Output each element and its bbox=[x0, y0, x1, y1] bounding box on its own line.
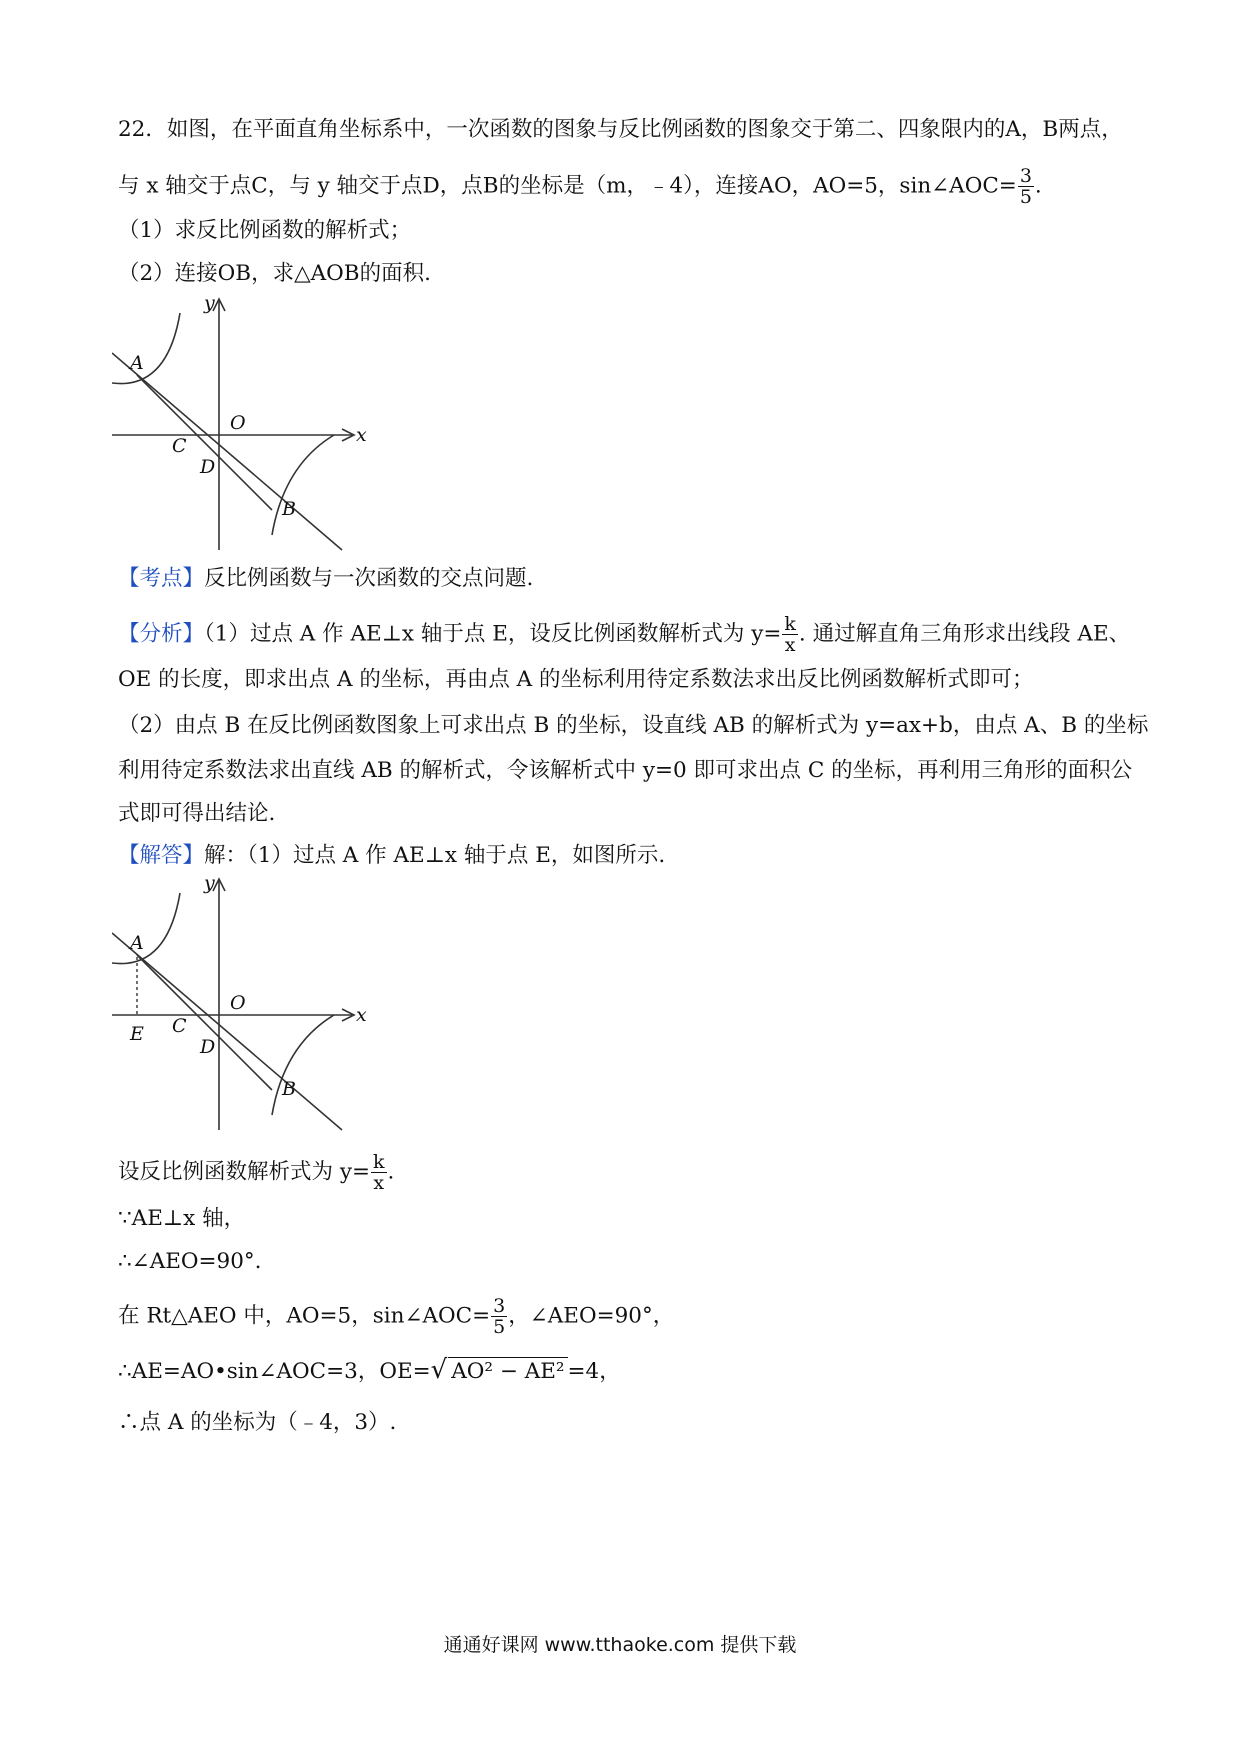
sqrt-radicand: AO² − AE² bbox=[448, 1357, 567, 1386]
line-ab bbox=[112, 933, 342, 1130]
kaodian-text: 反比例函数与一次函数的交点问题. bbox=[204, 566, 534, 591]
hyperbola-branch-upper-left bbox=[112, 893, 180, 964]
fraction-3-5: $\frac{3}{5}$ bbox=[1019, 165, 1032, 208]
problem-stem-2a: 与 x 轴交于点C，与 y 轴交于点D，点B的坐标是（m，﹣4），连接AO，AO=5，sin∠AOC= bbox=[118, 173, 1017, 199]
label-x: x bbox=[356, 1004, 367, 1026]
problem-stem-1: 如图，在平面直角坐标系中，一次函数的图象与反比例函数的图象交于第二、四象限内的A，B两点， bbox=[166, 117, 1123, 142]
label-d: D bbox=[200, 456, 216, 478]
jieda-tag: 【解答】 bbox=[118, 843, 205, 868]
fraction-k-over-x: $\frac{k}{x}$ bbox=[373, 1151, 385, 1194]
solution-step-3: ∴∠AEO=90°. bbox=[118, 1249, 262, 1274]
fenxi-line-3: （2）由点 B 在反比例函数图象上可求出点 B 的坐标，设直线 AB 的解析式为 y=ax+b，由点 A、B 的坐标 bbox=[118, 713, 1149, 738]
fenxi-line-4: 利用待定系数法求出直线 AB 的解析式，令该解析式中 y=0 即可求出点 C 的坐标，再利用三角形的面积公 bbox=[118, 758, 1133, 783]
fenxi-line-1: 【分析】（1）过点 A 作 AE⊥x 轴于点 E，设反比例函数解析式为 y= $\frac{k}{x}$ . 通过解直角三角形求出线段 AE、 bbox=[118, 613, 1131, 656]
question-1: （1）求反比例函数的解析式； bbox=[118, 218, 412, 243]
solution-step-4: 在 Rt△AEO 中，AO=5，sin∠AOC= $\frac{3}{5}$ ，∠AEO=90°， bbox=[118, 1295, 675, 1338]
fenxi-line-2: OE 的长度，即求出点 A 的坐标，再由点 A 的坐标利用待定系数法求出反比例函数解析式即可； bbox=[118, 667, 1034, 692]
question-2: （2）连接OB，求△AOB的面积. bbox=[118, 261, 431, 286]
kaodian-tag: 【考点】 bbox=[118, 566, 205, 591]
label-y: y bbox=[204, 295, 215, 314]
solution-step-6: ∴点 A 的坐标为（﹣4，3）. bbox=[118, 1410, 397, 1435]
hyperbola-branch-lower-right bbox=[272, 1015, 334, 1115]
line-ab bbox=[112, 353, 342, 550]
figure-2-coordinate-diagram bbox=[112, 875, 372, 1135]
page-footer: 通通好课网 www.tthaoke.com 提供下载 bbox=[443, 1634, 797, 1656]
hyperbola-branch-upper-left bbox=[112, 313, 180, 384]
fenxi-tag: 【分析】 bbox=[118, 621, 205, 647]
label-x: x bbox=[356, 424, 367, 446]
figure-1-coordinate-diagram bbox=[112, 295, 372, 555]
problem-stem-line-2: 与 x 轴交于点C，与 y 轴交于点D，点B的坐标是（m，﹣4），连接AO，AO=5，sin∠AOC= $\frac{3}{5}$ . bbox=[118, 165, 1042, 208]
label-c: C bbox=[172, 435, 187, 457]
solution-step-5: ∴AE=AO•sin∠AOC=3，OE=√ AO² − AE² =4， bbox=[118, 1355, 621, 1385]
label-o: O bbox=[230, 412, 246, 434]
label-a: A bbox=[130, 932, 144, 954]
solution-step-1: 设反比例函数解析式为 y= $\frac{k}{x}$ . bbox=[118, 1151, 395, 1194]
label-d: D bbox=[200, 1036, 216, 1058]
problem-number: 22． bbox=[118, 117, 167, 142]
sqrt-sign: √ bbox=[430, 1355, 448, 1385]
label-e: E bbox=[130, 1023, 144, 1045]
hyperbola-branch-lower-right bbox=[272, 435, 334, 535]
label-b: B bbox=[282, 1078, 296, 1100]
label-c: C bbox=[172, 1015, 187, 1037]
fenxi-line-5: 式即可得出结论. bbox=[118, 801, 276, 826]
fraction-k-over-x: $\frac{k}{x}$ bbox=[784, 613, 796, 656]
fraction-3-5: $\frac{3}{5}$ bbox=[493, 1295, 506, 1338]
jieda-line-1: 【解答】解：（1）过点 A 作 AE⊥x 轴于点 E，如图所示. bbox=[118, 843, 666, 868]
kaodian-line bbox=[118, 565, 533, 593]
label-o: O bbox=[230, 992, 246, 1014]
solution-step-2: ∵AE⊥x 轴， bbox=[118, 1206, 246, 1231]
segment-ao-ob bbox=[137, 375, 272, 510]
problem-stem-line-1 bbox=[118, 116, 1123, 144]
label-a: A bbox=[130, 352, 144, 374]
label-y: y bbox=[204, 875, 215, 894]
label-b: B bbox=[282, 498, 296, 520]
segment-ao-ob bbox=[137, 955, 272, 1090]
